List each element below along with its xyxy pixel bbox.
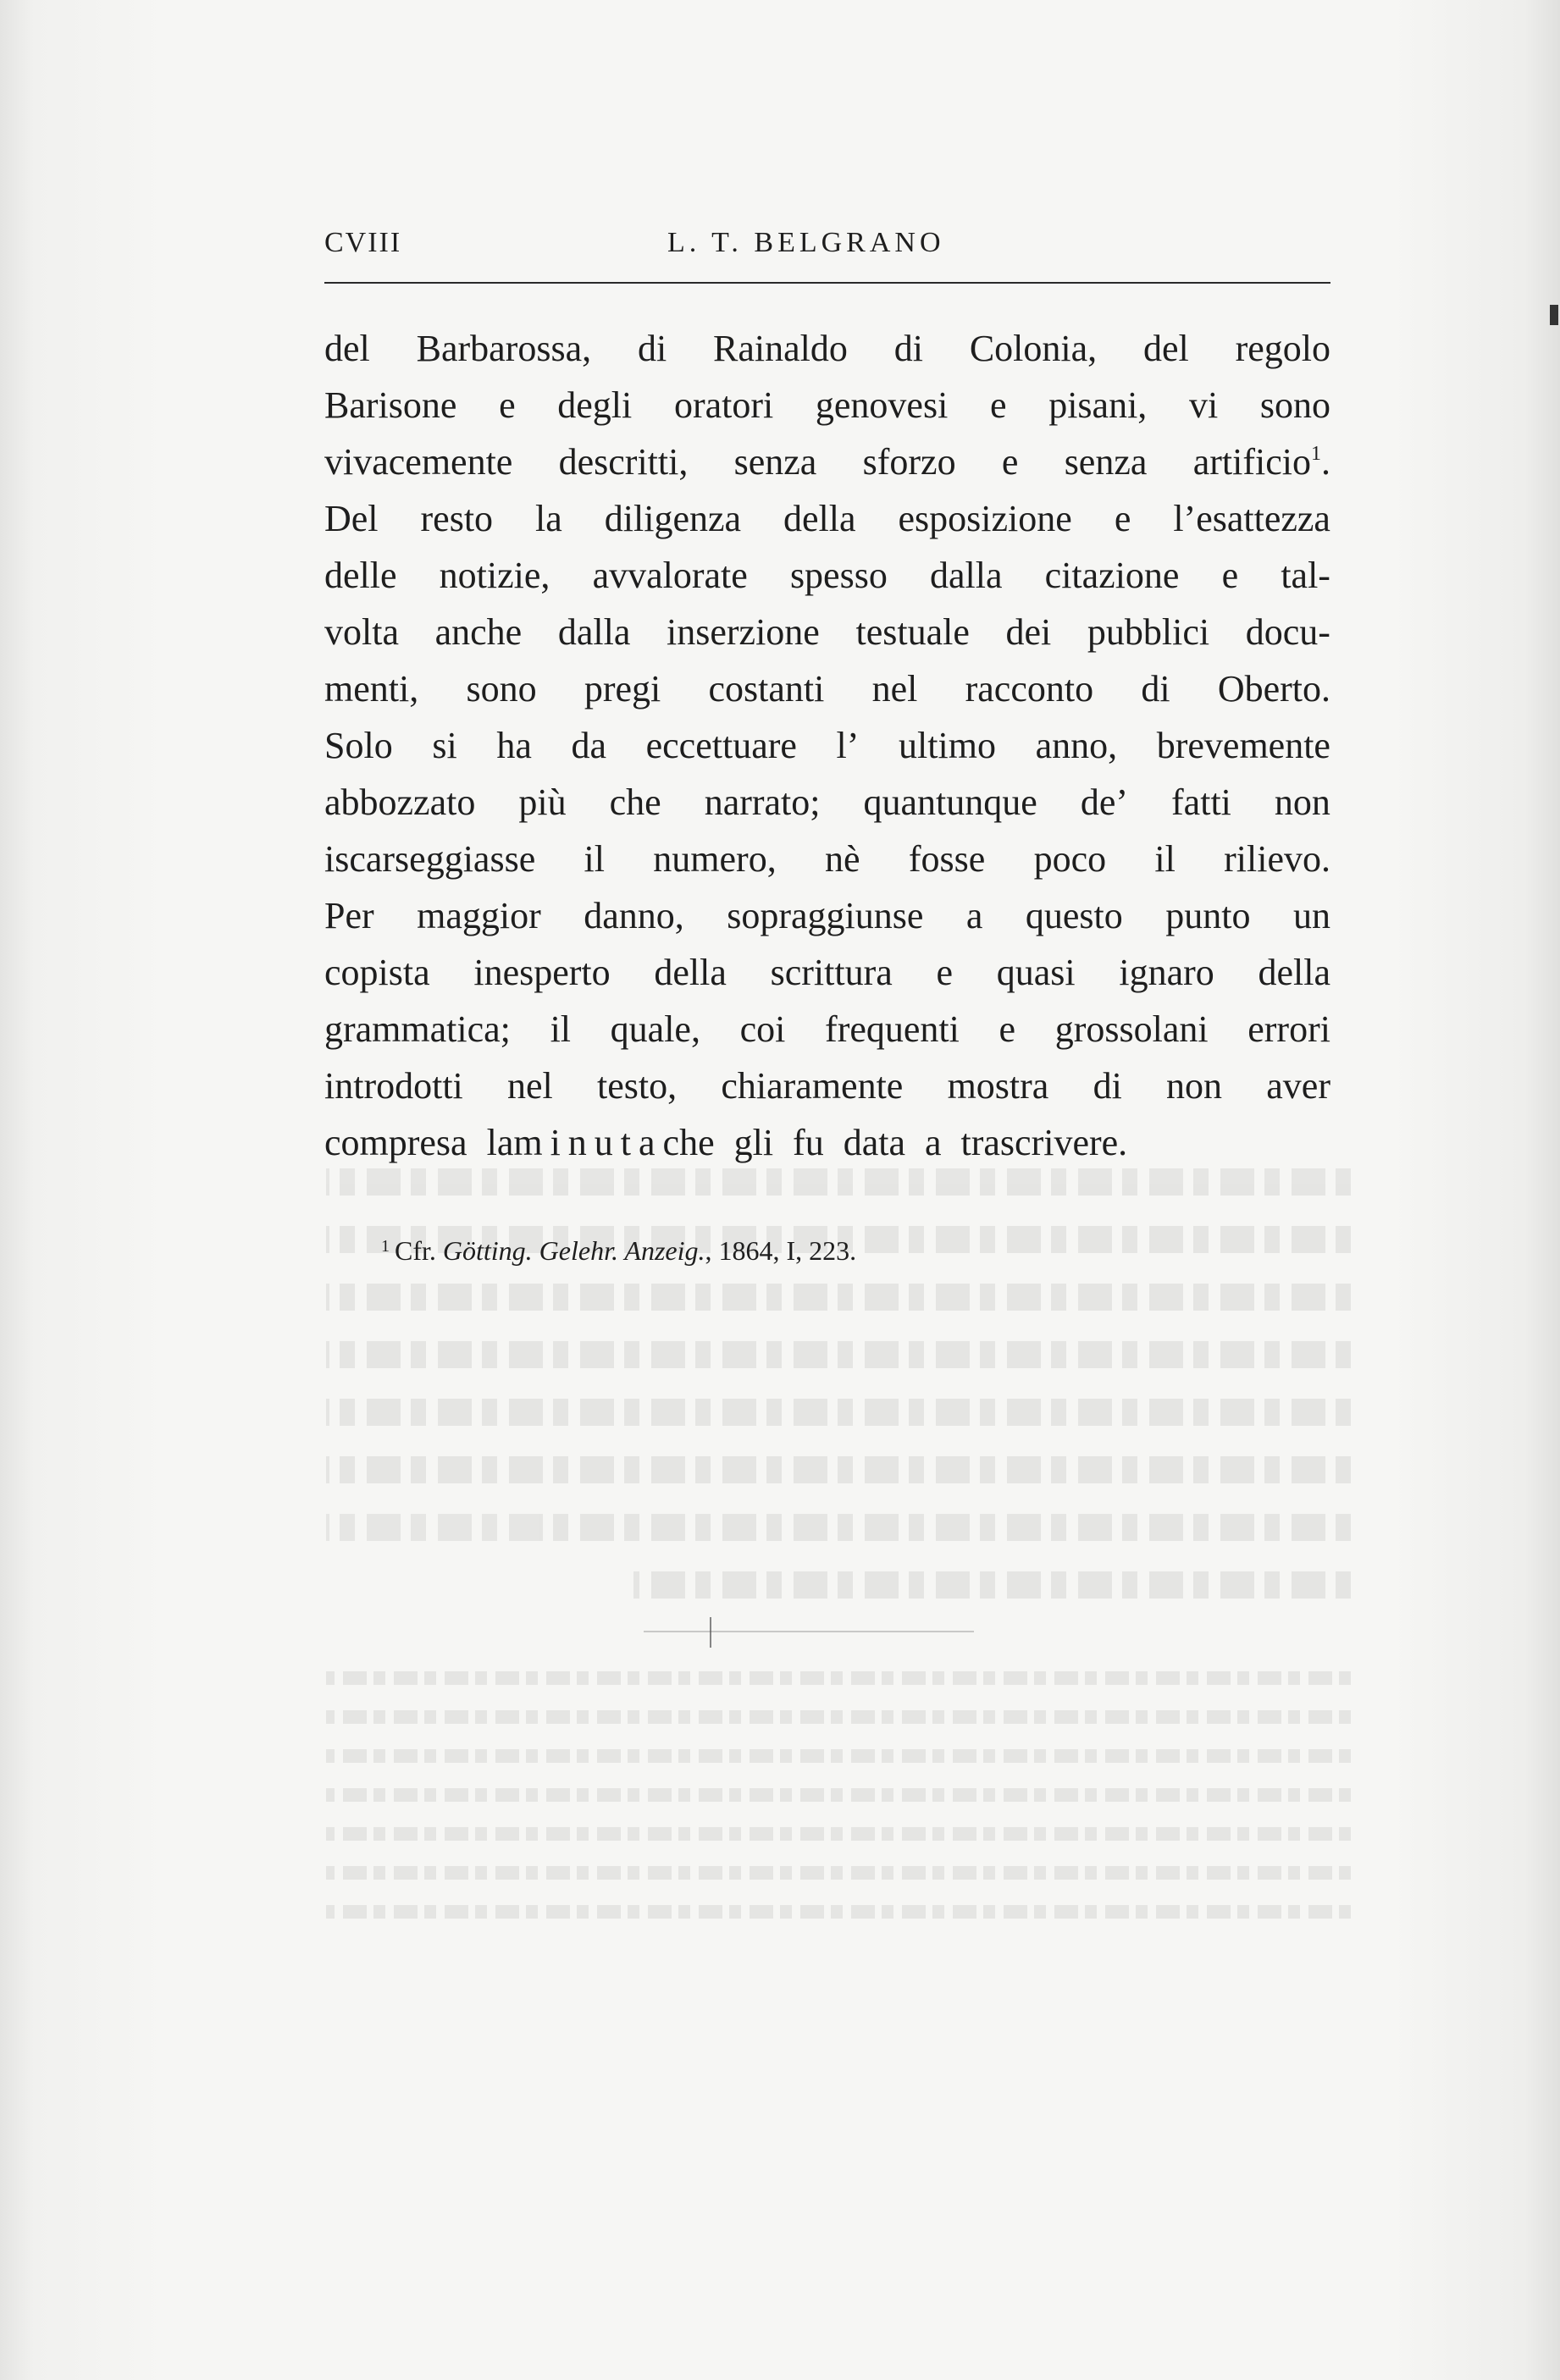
word: della	[1258, 952, 1330, 993]
word-with-footnote-ref	[1193, 433, 1330, 490]
word: oratori	[673, 384, 774, 426]
word: di	[637, 328, 667, 369]
bleed-line	[326, 1456, 1351, 1483]
word: grossolani	[1054, 1008, 1209, 1050]
footnote-citation: , 1864, I, 223.	[705, 1235, 857, 1266]
word: nè	[825, 838, 860, 880]
word: errori	[1247, 1008, 1330, 1050]
word: vivacemente	[324, 441, 513, 483]
word: docu-	[1245, 611, 1330, 653]
text-line	[324, 490, 1330, 547]
word: nel	[871, 668, 918, 710]
text-line	[324, 944, 1330, 1001]
word: Oberto.	[1217, 668, 1330, 710]
word: e	[499, 384, 516, 426]
punctuation: .	[1320, 441, 1330, 483]
word: maggior	[417, 895, 541, 936]
word: l’esattezza	[1173, 498, 1330, 539]
word: quantunque	[863, 781, 1037, 823]
footnote-prefix: Cfr.	[395, 1235, 436, 1266]
bleed-line	[326, 1866, 1351, 1880]
folio-number: CVIII	[324, 227, 402, 258]
word: la	[535, 498, 562, 539]
footnote-number: 1	[381, 1237, 390, 1256]
bleed-line	[326, 1788, 1351, 1802]
word: rilievo.	[1224, 838, 1330, 880]
word: di	[1093, 1065, 1122, 1107]
text-line	[324, 774, 1330, 831]
text-line	[324, 320, 1330, 377]
word: Solo	[324, 725, 393, 766]
word: volta	[324, 611, 399, 653]
word: poco	[1033, 838, 1107, 880]
word: sono	[1259, 384, 1330, 426]
page-edge-mark	[1550, 305, 1558, 325]
word: descritti,	[558, 441, 689, 483]
text-line-last	[324, 1114, 1330, 1171]
word: Del	[324, 498, 379, 539]
faint-rule	[644, 1631, 974, 1632]
word: vi	[1188, 384, 1219, 426]
word: dalla	[930, 555, 1003, 596]
bleed-line	[326, 1905, 1351, 1919]
word: più	[518, 781, 567, 823]
word: testo,	[597, 1065, 678, 1107]
text-line	[324, 433, 1330, 490]
word: della	[654, 952, 727, 993]
word: a	[965, 895, 983, 936]
word: Barbarossa,	[416, 328, 592, 369]
word: regolo	[1235, 328, 1330, 369]
word: racconto	[965, 668, 1094, 710]
footnote	[381, 1235, 856, 1267]
bleed-line	[326, 1168, 1351, 1196]
faint-tick-mark	[710, 1617, 711, 1648]
word: ultimo	[899, 725, 996, 766]
word: di	[893, 328, 923, 369]
footnote-title: Götting. Gelehr. Anzeig.	[442, 1235, 705, 1266]
word: ignaro	[1119, 952, 1214, 993]
word: fosse	[908, 838, 986, 880]
bleed-line	[326, 1399, 1351, 1426]
text-fragment: compresa la	[324, 1122, 514, 1163]
body-text	[324, 320, 1330, 1171]
word: sopraggiunse	[727, 895, 924, 936]
word: iscarseggiasse	[324, 838, 536, 880]
text-line	[324, 1057, 1330, 1114]
word: il	[584, 838, 605, 880]
word: e	[989, 384, 1007, 426]
word: artificio	[1192, 441, 1311, 483]
page-header	[324, 224, 1330, 266]
word: punto	[1165, 895, 1251, 936]
word: e	[1221, 555, 1239, 596]
word: senza	[1064, 441, 1148, 483]
word: il	[550, 1008, 572, 1050]
word: da	[571, 725, 606, 766]
text-line	[324, 660, 1330, 717]
running-title: L. T. BELGRANO	[667, 227, 945, 258]
word: delle	[324, 555, 397, 596]
word: Rainaldo	[713, 328, 848, 369]
word: l’	[836, 725, 860, 766]
bleed-line	[326, 1827, 1351, 1841]
word: citazione	[1044, 555, 1180, 596]
word: si	[432, 725, 457, 766]
text-line	[324, 831, 1330, 887]
word: della	[783, 498, 856, 539]
word: abbozzato	[324, 781, 476, 823]
header-rule	[324, 282, 1330, 284]
bleed-through-reverse-side	[326, 1168, 1351, 1944]
word: non	[1274, 781, 1330, 823]
word: esposizione	[898, 498, 1072, 539]
word: eccettuare	[645, 725, 797, 766]
bleed-line	[326, 1671, 1351, 1685]
word: dalla	[557, 611, 631, 653]
word: ha	[496, 725, 532, 766]
word: tal-	[1281, 555, 1330, 596]
word: del	[324, 328, 370, 369]
bleed-line	[326, 1284, 1351, 1311]
text-line	[324, 887, 1330, 944]
word: Per	[324, 895, 374, 936]
word: sforzo	[862, 441, 956, 483]
word: narrato;	[704, 781, 821, 823]
word: aver	[1266, 1065, 1330, 1107]
text-line	[324, 547, 1330, 604]
word: menti,	[324, 668, 419, 710]
bleed-line	[326, 1341, 1351, 1368]
word: copista	[324, 952, 430, 993]
word: fatti	[1171, 781, 1231, 823]
word: pubblici	[1087, 611, 1210, 653]
text-line	[324, 1001, 1330, 1057]
bleed-line	[633, 1571, 1351, 1599]
word: un	[1292, 895, 1330, 936]
word: spesso	[789, 555, 888, 596]
word: e	[1001, 441, 1019, 483]
word: nel	[507, 1065, 553, 1107]
word: diligenza	[604, 498, 742, 539]
word: pisani,	[1048, 384, 1148, 426]
word: il	[1154, 838, 1176, 880]
word: avvalorate	[592, 555, 748, 596]
word: degli	[557, 384, 633, 426]
word: anno,	[1035, 725, 1118, 766]
word: brevemente	[1156, 725, 1330, 766]
footnote-reference[interactable]: 1	[1310, 443, 1321, 465]
word: testuale	[855, 611, 970, 653]
word: coi	[739, 1008, 786, 1050]
word: sono	[466, 668, 537, 710]
word: notizie,	[439, 555, 550, 596]
word: pregi	[584, 668, 661, 710]
word: Barisone	[324, 384, 457, 426]
word: de’	[1080, 781, 1129, 823]
word: del	[1142, 328, 1189, 369]
text-line	[324, 604, 1330, 660]
word: senza	[733, 441, 817, 483]
word: e	[1114, 498, 1131, 539]
word: non	[1166, 1065, 1223, 1107]
word: resto	[420, 498, 494, 539]
text-line	[324, 377, 1330, 433]
spaced-word: minuta	[513, 1122, 663, 1163]
word: di	[1141, 668, 1170, 710]
word: chiaramente	[721, 1065, 904, 1107]
word: questo	[1025, 895, 1123, 936]
word: e	[999, 1008, 1016, 1050]
text-fragment: che gli fu data a trascrivere.	[662, 1122, 1128, 1163]
word: che	[609, 781, 661, 823]
word: dei	[1005, 611, 1052, 653]
word: e	[936, 952, 954, 993]
word: inserzione	[667, 611, 820, 653]
text-line	[324, 717, 1330, 774]
word: mostra	[947, 1065, 1049, 1107]
word: Colonia,	[969, 328, 1098, 369]
word: genovesi	[815, 384, 949, 426]
bleed-line	[326, 1710, 1351, 1724]
word: danno,	[584, 895, 684, 936]
word: inesperto	[473, 952, 611, 993]
bleed-line	[326, 1514, 1351, 1541]
bleed-line	[326, 1749, 1351, 1763]
word: numero,	[653, 838, 777, 880]
word: quasi	[996, 952, 1076, 993]
word: frequenti	[825, 1008, 960, 1050]
word: introdotti	[324, 1065, 463, 1107]
word: anche	[434, 611, 523, 653]
word: costanti	[708, 668, 825, 710]
word: quale,	[610, 1008, 700, 1050]
word: grammatica;	[324, 1008, 511, 1050]
word: scrittura	[770, 952, 893, 993]
